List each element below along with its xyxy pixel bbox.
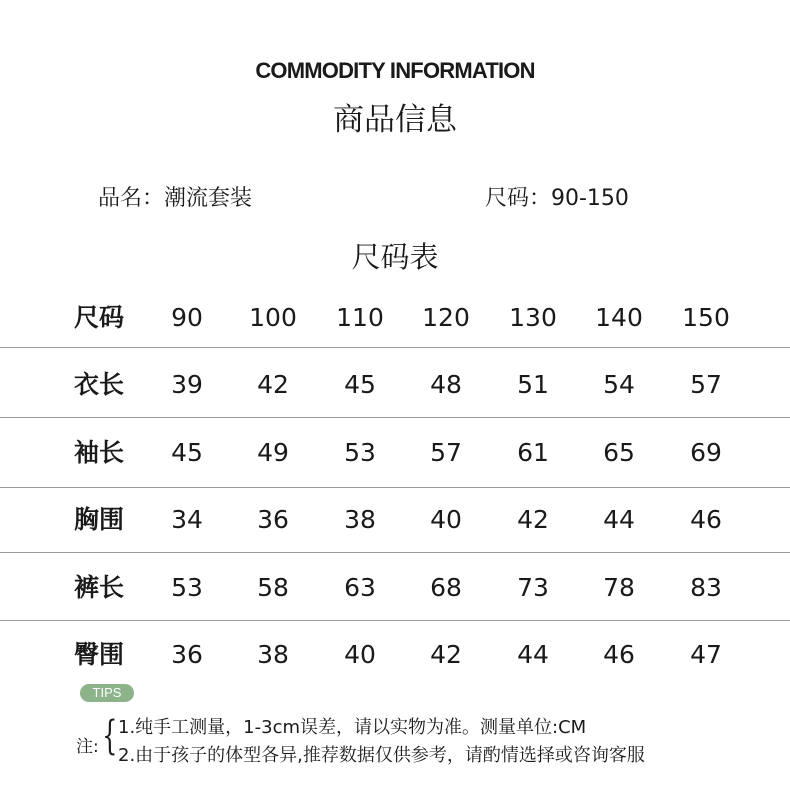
table-cell: 38	[257, 640, 289, 669]
table-cell: 65	[603, 438, 635, 467]
table-cell: 68	[430, 573, 462, 602]
title-chinese: 商品信息	[333, 102, 457, 138]
table-cell: 45	[171, 438, 203, 467]
table-cell: 83	[690, 573, 722, 602]
size-range: 尺码：90-150	[485, 186, 629, 211]
header-size: 130	[509, 303, 557, 332]
table-cell: 46	[690, 505, 722, 534]
table-cell: 78	[603, 573, 635, 602]
table-cell: 53	[344, 438, 376, 467]
table-cell: 57	[430, 438, 462, 467]
table-cell: 36	[257, 505, 289, 534]
table-header-row	[0, 298, 790, 338]
table-cell: 42	[257, 370, 289, 399]
table-cell: 42	[517, 505, 549, 534]
product-name: 品名：潮流套装	[98, 186, 253, 211]
tips-badge: TIPS	[80, 684, 134, 702]
header-size: 100	[249, 303, 297, 332]
table-cell: 38	[344, 505, 376, 534]
table-row	[0, 568, 790, 608]
note-label: 注:	[76, 737, 99, 757]
table-cell: 57	[690, 370, 722, 399]
note-line: 2.由于孩子的体型各异,推荐数据仅供参考，请酌情选择或咨询客服	[118, 745, 645, 766]
table-row	[0, 433, 790, 473]
table-cell: 45	[344, 370, 376, 399]
table-cell: 53	[171, 573, 203, 602]
table-cell: 44	[603, 505, 635, 534]
curly-brace-icon: {	[102, 713, 118, 759]
table-cell: 61	[517, 438, 549, 467]
row-divider	[0, 620, 790, 621]
header-size: 90	[171, 303, 203, 332]
title-english: COMMODITY INFORMATION	[255, 58, 535, 83]
table-cell: 47	[690, 640, 722, 669]
row-divider	[0, 417, 790, 418]
header-size: 150	[682, 303, 730, 332]
table-cell: 39	[171, 370, 203, 399]
table-cell: 34	[171, 505, 203, 534]
table-cell: 63	[344, 573, 376, 602]
row-divider	[0, 347, 790, 348]
size-table-title: 尺码表	[351, 240, 439, 274]
table-cell: 73	[517, 573, 549, 602]
note-line: 1.纯手工测量，1-3cm误差，请以实物为准。测量单位:CM	[118, 717, 587, 738]
row-label: 裤长	[74, 573, 125, 602]
header-size: 110	[336, 303, 384, 332]
table-cell: 40	[344, 640, 376, 669]
table-cell: 51	[517, 370, 549, 399]
table-cell: 49	[257, 438, 289, 467]
header-size: 120	[422, 303, 470, 332]
table-cell: 42	[430, 640, 462, 669]
row-divider	[0, 552, 790, 553]
row-label: 衣长	[74, 370, 125, 399]
table-cell: 58	[257, 573, 289, 602]
row-label: 胸围	[74, 505, 125, 534]
table-row	[0, 635, 790, 675]
table-row	[0, 365, 790, 405]
row-label: 臀围	[74, 640, 125, 669]
table-cell: 69	[690, 438, 722, 467]
row-label: 袖长	[74, 438, 125, 467]
row-divider	[0, 487, 790, 488]
table-cell: 46	[603, 640, 635, 669]
table-row	[0, 500, 790, 540]
header-size: 140	[595, 303, 643, 332]
header-label: 尺码	[74, 303, 125, 332]
table-cell: 40	[430, 505, 462, 534]
table-cell: 44	[517, 640, 549, 669]
table-cell: 36	[171, 640, 203, 669]
table-cell: 54	[603, 370, 635, 399]
table-cell: 48	[430, 370, 462, 399]
